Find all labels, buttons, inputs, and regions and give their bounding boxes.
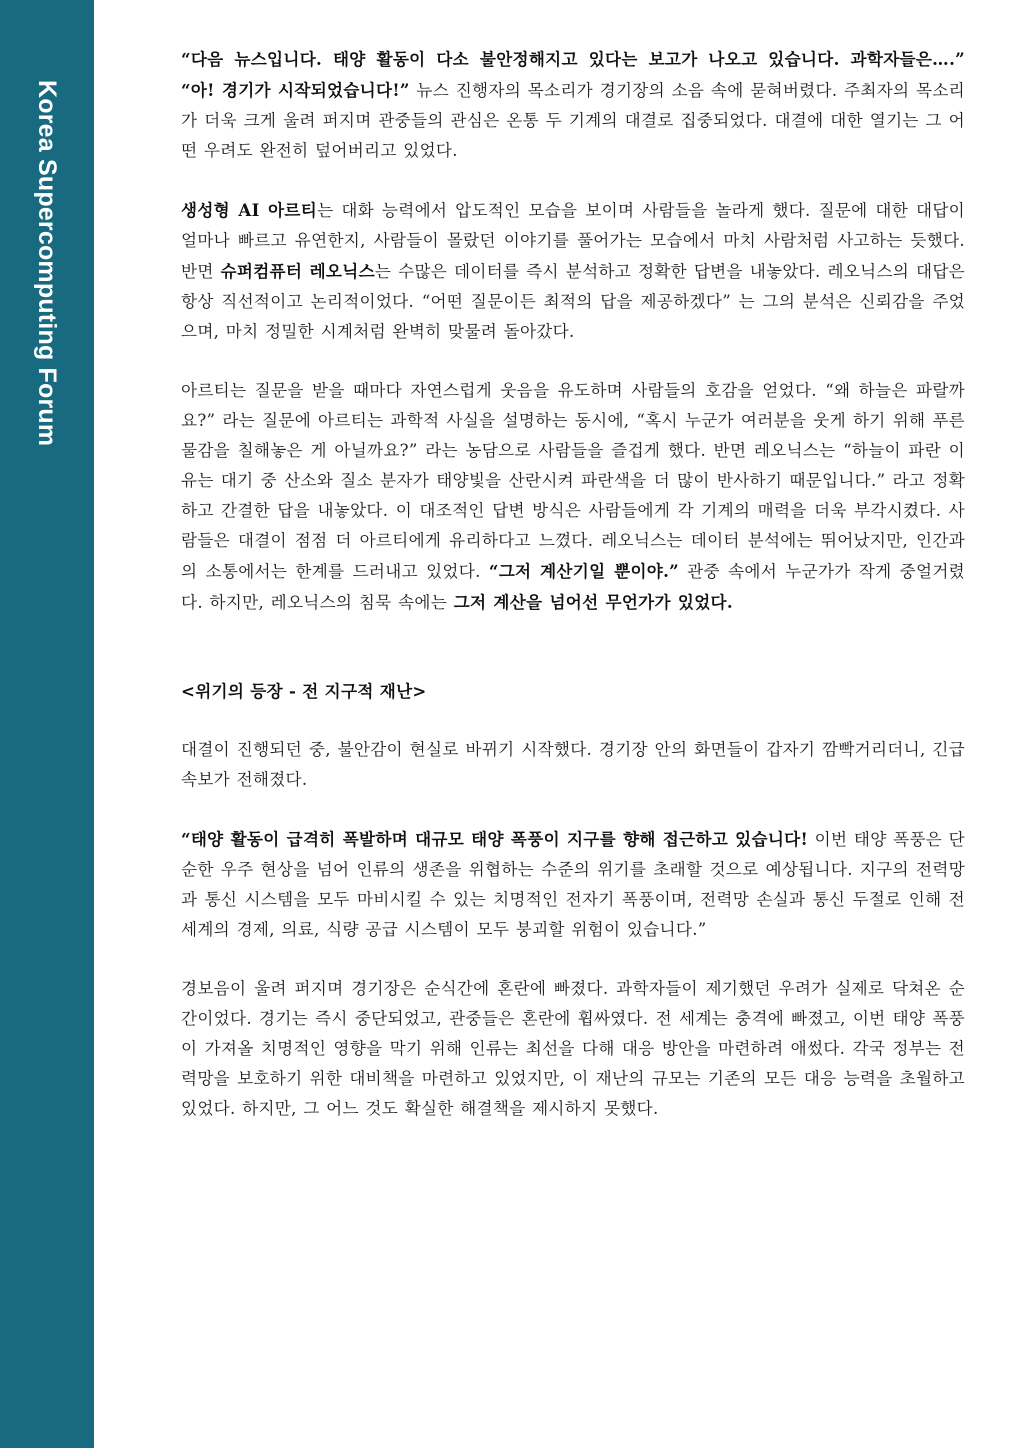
sidebar-title: Korea Supercomputing Forum	[33, 80, 61, 447]
paragraph-text: 는 대화 능력에서 압도적인 모습을 보이며 사람들을 놀라게 했다. 질문에 대한 대답이 얼마나 빠르고 유연한지, 사람들이 몰랐던 이야기를 풀어가는 모습에서 마치 사람처럼 사고하는 듯했다. 반면	[181, 201, 965, 281]
paragraph-text: 는 수많은 데이터를 즉시 분석하고 정확한 답변을 내놓았다. 레오닉스의 대답은 항상 직선적이고 논리적이었다. “어떤 질문이든 최적의 답을 제공하겠다” 는 그의 분석은 신뢰감을 주었으며, 마치 정밀한 시계처럼 완벽히 맞물려 돌아갔다.	[181, 262, 965, 341]
paragraph-text: 이번 태양 폭풍은 단순한 우주 현상을 넘어 인류의 생존을 위협하는 수준의 위기를 초래할 것으로 예상됩니다. 지구의 전력망과 통신 시스템을 모두 마비시킬 수 있는 치명적인 전자기 폭풍이며, 전력망 손실과 통신 두절로 인해 전 세계의 경제, 의료, 식량 공급 시스템이 모두 붕괴할 위험이 있습니다.”	[181, 830, 966, 939]
paragraph-ai-arti	[181, 195, 965, 347]
paragraph-text: 대결이 진행되던 중, 불안감이 현실로 바뀌기 시작했다. 경기장 안의 화면들이 갑자기 깜빡거리더니, 긴급 속보가 전해졌다.	[181, 740, 965, 789]
paragraph-text: 경보음이 울려 퍼지며 경기장은 순식간에 혼란에 빠졌다. 과학자들이 제기했던 우려가 실제로 닥쳐온 순간이었다. 경기는 즉시 중단되었고, 관중들은 혼란에 휩싸였다. 전 세계는 충격에 빠졌고, 이번 태양 폭풍이 가져올 치명적인 영향을 막기 위해 인류는 최선을 다해 대응 방안을 마련하려 애썼다. 각국 정부는 전력망을 보호하기 위한 대비책을 마련하고 있었지만, 이 재난의 규모는 기존의 모든 대응 능력을 초월하고 있었다. 하지만, 그 어느 것도 확실한 해결책을 제시하지 못했다.	[181, 979, 965, 1118]
paragraph-breaking-news	[181, 735, 965, 795]
paragraph-chaos	[181, 974, 965, 1124]
paragraph-text: 아르티는 질문을 받을 때마다 자연스럽게 웃음을 유도하며 사람들의 호감을 얻었다. “왜 하늘은 파랄까요?” 라는 질문에 아르티는 과학적 사실을 설명하는 동시에, “혹시 누군가 여러분을 웃게 하기 위해 푸른 물감을 칠해놓은 게 아닐까요?” 라는 농담으로 사람들을 즐겁게 했다. 반면 레오닉스는 “하늘이 파란 이유는 대기 중 산소와 질소 분자가 태양빛을 산란시켜 파란색을 더 많이 반사하기 때문입니다.” 라고 정확하고 간결한 답을 내놓았다. 이 대조적인 답변 방식은 사람들에게 각 기계의 매력을 더욱 부각시켰다. 사람들은 대결이 점점 더 아르티에게 유리하다고 느꼈다. 레오닉스는 데이터 분석에는 뛰어났지만, 인간과의 소통에서는 한계를 드러내고 있었다.	[181, 381, 965, 581]
paragraph-text: 관중 속에서 누군가가 작게 중얼거렸다. 하지만, 레오닉스의 침묵 속에는	[181, 562, 965, 612]
paragraph-news-intro	[181, 44, 965, 166]
bold-ai-arti: 생성형 AI 아르티	[181, 200, 318, 220]
sidebar-banner	[0, 0, 94, 1448]
paragraph-sky-question	[181, 376, 965, 618]
bold-calculator-quote: “그저 계산기일 뿐이야.”	[488, 561, 680, 581]
bold-beyond-calculation: 그저 계산을 넘어선 무언가가 있었다.	[453, 592, 733, 612]
paragraph-solar-storm	[181, 824, 965, 945]
paragraph-text: 뉴스 진행자의 목소리가 경기장의 소음 속에 묻혀버렸다. 주최자의 목소리가 더욱 크게 울려 퍼지며 관중들의 관심은 온통 두 기계의 대결로 집중되었다. 대결에 대한 열기는 그 어떤 우려도 완전히 덮어버리고 있었다.	[181, 81, 966, 160]
document-body	[181, 44, 965, 1153]
section-heading: <위기의 등장 - 전 지구적 재난>	[181, 681, 427, 701]
bold-supercomputer-leonix: 슈퍼컴퓨터 레오닉스	[220, 261, 375, 281]
bold-solar-storm-alert: “태양 활동이 급격히 폭발하며 대규모 태양 폭풍이 지구를 향해 접근하고 있습니다!	[181, 829, 809, 849]
bold-news-quote: “다음 뉴스입니다. 태양 활동이 다소 불안정해지고 있다는 보고가 나오고 있습니다. 과학자들은….” “아! 경기가 시작되었습니다!”	[181, 49, 965, 100]
